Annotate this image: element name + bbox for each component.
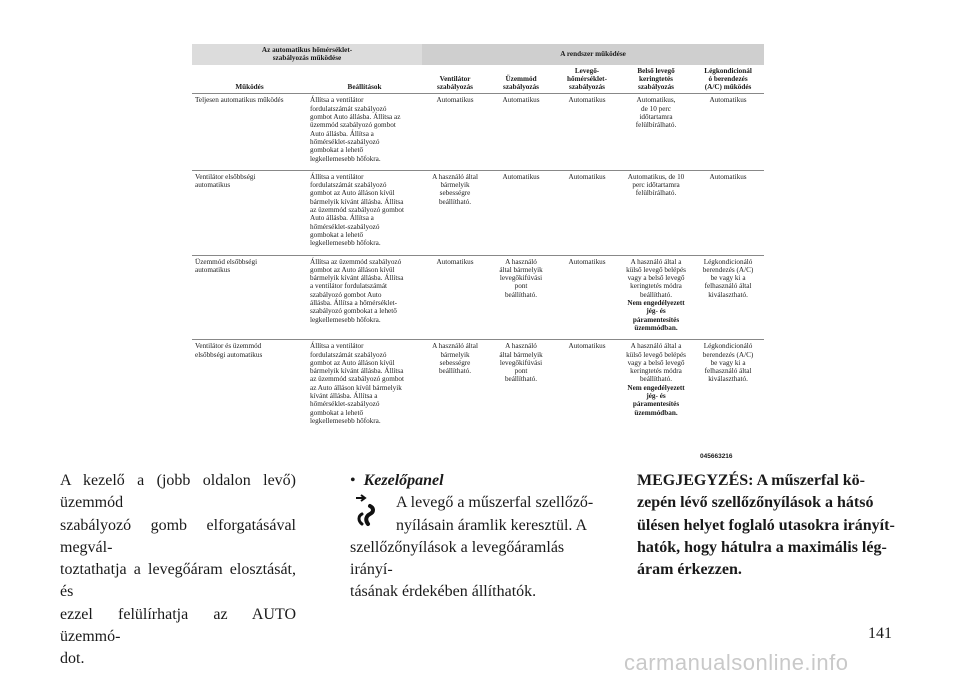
- table-cell: Automatikus: [554, 170, 620, 255]
- body-text-col1: [60, 470, 296, 671]
- text-line: A kezelő a (jobb oldalon levő) üzemmód: [60, 472, 296, 512]
- table-header-left: Az automatikus hőmérséklet- szabályozás működése: [192, 44, 422, 65]
- air-vent-icon: [352, 494, 380, 528]
- bullet-heading: [350, 470, 606, 492]
- table-cell: Állítsa a ventilátor fordulatszámát szabályozó gombot az Auto álláson kívül bármelyik kívánt állásba. Állítsa az üzemmód szabályozó gombot az Auto álláson kívül bármelyik kívánt állásba. Állítsa a hőmérséklet-szabályozó gombokat a lehető legkellemesebb hőfokra.: [307, 340, 422, 432]
- table-cell: Automatikus: [488, 170, 554, 255]
- table-cell: Automatikus: [554, 94, 620, 170]
- table-row: [192, 94, 764, 170]
- text-line: dot.: [60, 650, 85, 668]
- page-number: 141: [868, 625, 892, 642]
- watermark: carmanualsonline.info: [624, 650, 849, 675]
- table-cell: Automatikus: [692, 94, 764, 170]
- text-line: A levegő a műszerfal szellőző-: [396, 494, 594, 512]
- text-line: szellőzőnyílások a levegőáramlás irányí-: [350, 538, 565, 579]
- note-text: [637, 470, 897, 581]
- table-cell: A használó által bármelyik sebességre beállítható.: [422, 170, 488, 255]
- text-line: toztathatja a levegőáram elosztását, és: [60, 561, 296, 601]
- text-line: ezzel felülírhatja az AUTO üzemmó-: [60, 605, 296, 646]
- table-cell: A használó által bármelyik levegőkifúvási pont beállítható.: [488, 255, 554, 340]
- text-line: tásának érdekében állíthatók.: [350, 583, 537, 601]
- section-heading: Kezelőpanel: [363, 472, 444, 489]
- table-cell: Automatikus: [422, 255, 488, 340]
- table-row: [192, 255, 764, 340]
- table-cell: Ventilátor és üzemmód elsőbbségi automatikus: [192, 340, 307, 432]
- text-line: ülésen helyet foglaló utasokra irányít-: [637, 516, 895, 534]
- column-header-row: [192, 65, 764, 94]
- column-header: Ventilátor szabályozás: [437, 74, 473, 92]
- text-line: hatók, hogy hátulra a maximális lég-: [637, 538, 887, 556]
- table-cell: Automatikus: [692, 170, 764, 255]
- column-header: Légkondicionál ó berendezés (A/C) működés: [704, 66, 752, 92]
- table-cell: Automatikus: [554, 340, 620, 432]
- table-cell: Állítsa az üzemmód szabályozó gombot az Auto álláson kívül bármelyik kívánt állásba. Állítsa a ventilátor fordulatszámát szabályozó gombot Auto állásba. Állítsa a hőmérséklet- szabályozó gombokat a lehető legkellemesebb hőfokra.: [307, 255, 422, 340]
- table-header-right: A rendszer működése: [422, 44, 764, 65]
- table-cell: Automatikus: [554, 255, 620, 340]
- table-cell: A használó által a külső levegő belépés vagy a belső levegő keringtetés módra beállítható. Nem engedélyezett jég- és páramentesítés üzemmódban.: [620, 340, 692, 432]
- table-cell: Légkondicionáló berendezés (A/C) be vagy ki a felhasználó által kiválasztható.: [692, 255, 764, 340]
- body-text-col2: [350, 470, 606, 604]
- column-header: Beállítások: [347, 83, 382, 92]
- table-cell: Állítsa a ventilátor fordulatszámát szabályozó gombot az Auto álláson kívül bármelyik kívánt állásba. Állítsa az üzemmód szabályozó gombot Auto állásba. Állítsa a hőmérséklet-szabályozó gombokat a lehető legkellemesebb hőfokra.: [307, 170, 422, 255]
- text-line: áram érkezzen.: [637, 561, 742, 579]
- climate-control-table: [192, 44, 764, 432]
- text-line: szabályozó gomb elforgatásával megvál-: [60, 516, 296, 556]
- text-line: MEGJEGYZÉS: A műszerfal kö-: [637, 472, 866, 489]
- figure-code: 045663216: [700, 453, 733, 460]
- column-header: Működés: [235, 83, 264, 92]
- table-cell: Teljesen automatikus működés: [192, 94, 307, 170]
- table-cell: Ventilátor elsőbbségi automatikus: [192, 170, 307, 255]
- table-cell: Állítsa a ventilátor fordulatszámát szabályozó gombot Auto állásba. Állítsa az üzemmód szabályozó gombot Auto állásba. Állítsa a hőmérséklet-szabályozó gombokat a lehető legkellemesebb hőfokra.: [307, 94, 422, 170]
- table-cell: Légkondicionáló berendezés (A/C) be vagy ki a felhasználó által kiválasztható.: [692, 340, 764, 432]
- table-cell: Automatikus, de 10 perc időtartamra felülbírálható.: [620, 170, 692, 255]
- table-cell: Üzemmód elsőbbségi automatikus: [192, 255, 307, 340]
- table-row: [192, 170, 764, 255]
- column-header: Üzemmód szabályozás: [503, 74, 539, 92]
- table-cell: A használó által bármelyik levegőkifúvási pont beállítható.: [488, 340, 554, 432]
- table-cell: A használó által a külső levegő belépés vagy a belső levegő keringtetés módra beállítható. Nem engedélyezett jég- és páramentesítés üzemmódban.: [620, 255, 692, 340]
- column-header: Belső levegő keringtetés szabályozás: [637, 66, 675, 92]
- table-row: [192, 340, 764, 432]
- table-cell: Automatikus, de 10 perc időtartamra felülbírálható.: [620, 94, 692, 170]
- table-cell: Automatikus: [488, 94, 554, 170]
- text-line: nyílásain áramlik keresztül. A: [396, 516, 588, 534]
- table-cell: A használó által bármelyik sebességre beállítható.: [422, 340, 488, 432]
- bullet: •: [350, 472, 356, 489]
- text-line: zepén lévő szellőzőnyílások a hátsó: [637, 494, 874, 512]
- column-header: Levegő- hőmérséklet- szabályozás: [567, 66, 607, 92]
- table-cell: Automatikus: [422, 94, 488, 170]
